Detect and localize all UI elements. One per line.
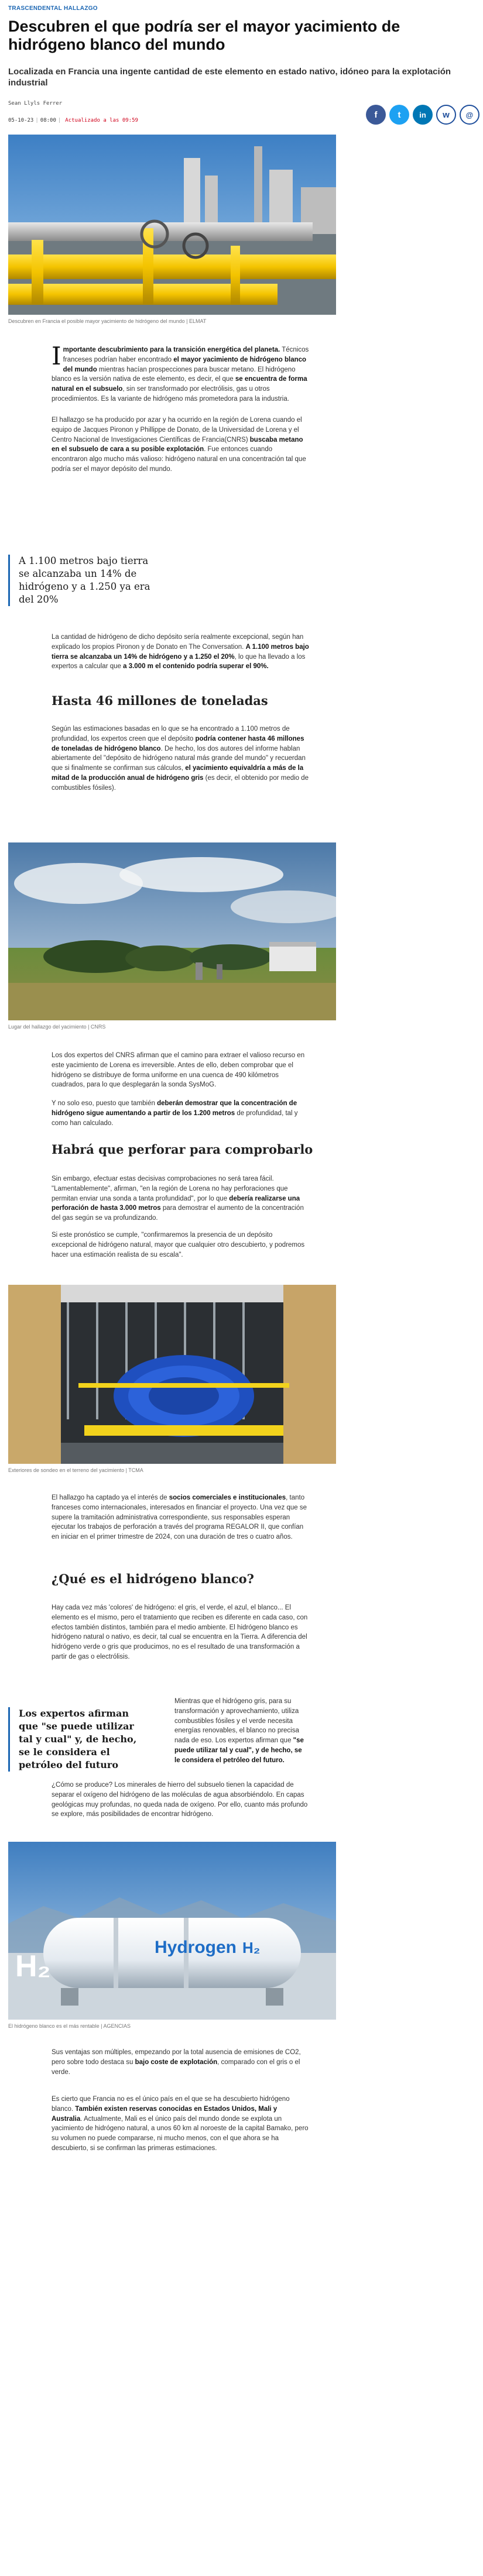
section-heading-3: ¿Qué es el hidrógeno blanco?: [52, 1571, 254, 1586]
figure-caption-2: Lugar del hallazgo del yacimiento | CNRS: [8, 1024, 106, 1030]
publish-date: 05-10-23: [8, 118, 34, 123]
email-icon: @: [465, 110, 474, 119]
paragraph-8: Si este pronóstico se cumple, "confirmaremos la presencia de un depósito excepcional de hidrógeno natural, mayor que cualquier otro descubierto, y podremos hacer una estimación realista de su escala".: [52, 1232, 305, 1258]
paragraph-1: Importante descubrimiento para la transición energética del planeta. Técnicos franceses podrían haber encontrado el mayor yacimiento de hidrógeno blanco del mundo mientras hacían prospecciones para buscar metano. El hidrógeno blanco es la versión nativa de este elemento, es decir, el que se encuentra de forma natural en el subsuelo, sin ser transformado por electrólisis, gas u otros procedimientos. Es la variante de hidrógeno más prometedora para la industria.: [52, 342, 309, 403]
section-kicker[interactable]: TRASCENDENTAL HALLAZGO: [8, 5, 98, 12]
tank-h2-label: H₂: [242, 1939, 261, 1956]
figure-caption-1: Descubren en Francia el posible mayor yacimiento de hidrógeno del mundo | ELMAT: [8, 318, 207, 324]
pull-quote-2: Los expertos afirman que "se puede utilizar tal y cual" y, de hecho, se le considera el petróleo del futuro: [8, 1707, 146, 1772]
paragraph-3: La cantidad de hidrógeno de dicho depósito sería realmente excepcional, según han explicado los propios Pironon y de Donato en The Conversation. A 1.100 metros bajo tierra se alcanzaba un 14% de hidrógeno y a 1.250 el 20%, lo que ha llevado a los expertos a calcular que a 3.000 m el contenido podría superar el 90%.: [52, 634, 309, 670]
hydrogen-tank-image: [8, 1842, 336, 2020]
h2-symbol-large: H₂: [15, 1949, 51, 1983]
paragraph-13: Sus ventajas son múltiples, empezando por la total ausencia de emisiones de CO2, pero sobre todo destaca su bajo coste de explotación, comparado con el gris o el verde.: [52, 2049, 301, 2076]
twitter-icon: t: [398, 109, 401, 120]
paragraph-14: Es cierto que Francia no es el único país en el que se ha descubierto hidrógeno blanco. También existen reservas conocidas en Estados Unidos, Mali y Australia. Actualmente, Mali es el único país del mundo donde se explota un yacimiento de hidrógeno natural, a unos 60 km al noroeste de la capital Bamako, pero su volumen no puede compararse, ni mucho menos, con el que ahora se ha descubierto, si se confirman las primeras estimaciones.: [52, 2096, 309, 2152]
paragraph-2: El hallazgo se ha producido por azar y ha ocurrido en la región de Lorena cuando el equipo de Jacques Pironon y Phillippe de Donato, de la Universidad de Lorena y el Centro Nacional de Investigaciones Científicas de Francia(CNRS) buscaba metano en el subsuelo de cara a su posible explotación. Fue entonces cuando encontraron algo mucho más valioso: hidrógeno natural en una concentración tal que podría ser el mayor depósito del mundo.: [52, 417, 306, 473]
paragraph-4: Según las estimaciones basadas en lo que se ha encontrado a 1.100 metros de profundidad, los expertos creen que el depósito podría contener hasta 46 millones de toneladas de hidrógeno blanco. De hecho, los dos autores del informe hablan abiertamente del "depósito de hidrógeno natural más grande del mundo" y recuerdan que si finalmente se confirman sus cálculos, el yacimiento equivaldría a más de la mitad de la producción anual de hidrógeno gris (es decir, el obtenido por medio de combustibles fósiles).: [52, 725, 309, 792]
facebook-icon: f: [374, 109, 378, 120]
tank-hydrogen-label: Hydrogen: [155, 1938, 237, 1957]
updated-time: Actualizado a las 09:59: [65, 118, 138, 123]
gas-pipeline-image: [8, 135, 336, 315]
whatsapp-icon: w: [443, 109, 450, 120]
article-subheadline: Localizada en Francia una ingente cantidad de este elemento en estado nativo, idóneo para la explotación industrial: [8, 67, 451, 88]
linkedin-share-button[interactable]: [413, 105, 433, 125]
figure-caption-3: Exteriores de sondeo en el terreno del yacimiento | TCMA: [8, 1467, 143, 1473]
paragraph-11: Mientras que el hidrógeno gris, para su transformación y aprovechamiento, utiliza combustibles fósiles y el verde necesita energías renovables, el blanco no precisa nada de eso. Los expertos afirman que "se puede utilizar tal y cual", y de hecho, se le considera el petróleo del futuro.: [174, 1698, 304, 1764]
section-heading-1: Hasta 46 millones de toneladas: [52, 693, 268, 708]
twitter-share-button[interactable]: [389, 105, 409, 125]
paragraph-9: El hallazgo ha captado ya el interés de socios comerciales e institucionales, tanto franceses como internacionales, interesados en financiar el proyecto. Una vez que se supere la tramitación administrativa correspondiente, sus responsables esperan ejecutar los trabajos de perforación a través del programa REGALOR II, que confían en iniciar en el primer trimestre de 2024, con una duración de tres o cuatro años.: [52, 1494, 307, 1541]
facebook-share-button[interactable]: [366, 105, 386, 125]
article-headline: Descubren el que podría ser el mayor yacimiento de hidrógeno blanco del mundo: [8, 18, 400, 53]
field-landscape-image: [8, 842, 336, 1020]
section-heading-2: Habrá que perforar para comprobarlo: [52, 1142, 313, 1157]
paragraph-12: ¿Cómo se produce? Los minerales de hierro del subsuelo tienen la capacidad de separar el oxígeno del hidrógeno de las moléculas de agua absorbiéndolo. En capas geológicas muy profundas, no queda nada de oxígeno. Por ello, cuanto más profundo se explore, más posibilidades de encontrar hidrógeno.: [52, 1781, 308, 1818]
email-share-button[interactable]: [460, 105, 479, 125]
paragraph-10: Hay cada vez más 'colores' de hidrógeno: el gris, el verde, el azul, el blanco... El elemento es el mismo, pero el tratamiento que reciben es diferente en cada caso, con efectos también distintos, también para el medio ambiente. El hidrógeno blanco es hidrógeno natural o nativo, es decir, tal cual se encuentra en la Tierra. A diferencia del hidrógeno verde o gris que producimos, no es el resultado de una transformación a partir de gas o electrólisis.: [52, 1604, 308, 1660]
paragraph-5: Los dos expertos del CNRS afirman que el camino para extraer el valioso recurso en este yacimiento de Lorena es irreversible. Antes de ello, deben comprobar que el hidrógeno se distribuye de forma uniforme en una cuenca de 490 kilómetros cuadrados, para lo que desplegarán la sonda SysMoG.: [52, 1052, 305, 1089]
whatsapp-share-button[interactable]: [436, 105, 456, 125]
figure-caption-4: El hidrógeno blanco es el más rentable | AGENCIAS: [8, 2023, 131, 2029]
dateline: 05-10-23 | 08:00 | Actualizado a las 09:59: [8, 118, 138, 123]
linkedin-icon: in: [419, 110, 426, 119]
drilling-rig-image: [8, 1285, 336, 1464]
author-name[interactable]: Sean Llyls Ferrer: [8, 101, 63, 106]
paragraph-6: Y no solo eso, puesto que también deberán demostrar que la concentración de hidrógeno sigue aumentando a partir de los 1.200 metros de profundidad, tal y como han calculado.: [52, 1100, 298, 1127]
publish-time: 08:00: [40, 118, 56, 123]
drop-cap: I: [52, 342, 61, 370]
paragraph-7: Sin embargo, efectuar estas decisivas comprobaciones no será tarea fácil. "Lamentablemente", afirman, "en la región de Lorena no hay perforaciones que permitan enviar una sonda a tanta profundidad", por lo que debería realizarse una perforación de hasta 3.000 metros para demostrar el aumento de la concentración del gas según se va profundizando.: [52, 1175, 304, 1222]
pull-quote-1: A 1.100 metros bajo tierra se alcanzaba un 14% de hidrógeno y a 1.250 ya era del 20%: [8, 555, 160, 606]
